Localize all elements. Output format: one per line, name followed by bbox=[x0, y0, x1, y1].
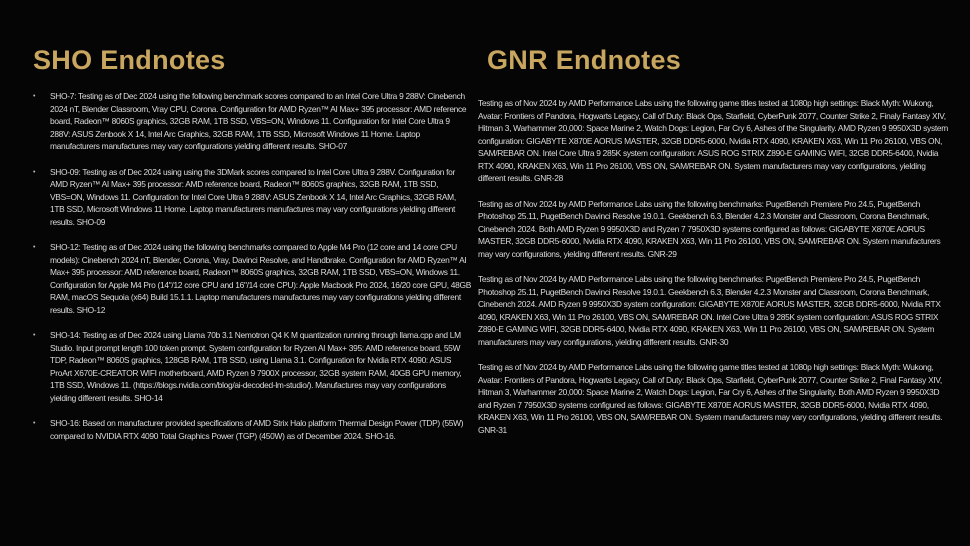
endnote-text: SHO-09: Testing as of Dec 2024 using using the 3DMark scores compared to Intel Core Ultra 9 288V. Configuration for AMD Ryzen™ AI Max+ 395 processor: AMD reference board, Radeon™ 8060S graphics, 32GB RAM, 1TB SSD, VBS=ON, Windows 11. Configuration for Intel Core Ultra 9 288V: ASUS Zenbook X 14, Intel Arc Graphics, 32GB RAM, 1TB SSD, Microsoft Windows 11 Home. Laptop manufacturers manufactures may vary configurations yielding different results. SHO-09 bbox=[50, 166, 456, 227]
endnote-text: SHO-16: Based on manufacturer provided specifications of AMD Strix Halo platform Thermal Design Power (TDP) (55W) compared to NVIDIA RTX 4090 Total Graphics Power (TGP) (450W) as of December 2024. SHO-16. bbox=[50, 418, 464, 441]
endnote-gnr-30: Testing as of Nov 2024 by AMD Performance Labs using the following benchmarks: PugetBench Premiere Pro 24.5, PugetBench Photoshop 25.11, PugetBench Davinci Resolve 19.0.1. Geekbench 6.3, Blender 4.2.3 Monster and Classroom, Corona Benchmark, Cinebench 2024. AMD Ryzen 9 9950X3D system configuration: GIGABYTE X870E AORUS MASTER, 32GB DDR5-6000, Nvidia RTX 4090, KRAKEN X63, Win 11 Pro 26100, VBS ON, SAM/REBAR ON. Intel Core Ultra 9 285K system configuration: ASUS ROG STRIX Z890-E GAMING WIFI, 32GB DDR5-6400, Nvidia RTX 4090, KRAKEN X63, Win 11 Pro 26100, VBS ON, SAM/REBAR ON. System manufacturers may vary configurations, yielding different results. GNR-30 bbox=[478, 274, 941, 347]
bullet-icon: • bbox=[33, 93, 36, 100]
endnote-sho-16 bbox=[33, 417, 471, 442]
bullet-icon: • bbox=[33, 168, 36, 176]
endnote-gnr-28: Testing as of Nov 2024 by AMD Performance Labs using the following game titles tested at 1080p high settings: Black Myth: Wukong, Avatar: Frontiers of Pandora, Hogwarts Legacy, Call of Duty: Black Ops, Starfield, CyberPunk 2077, Counter Strike 2, Finaly Fantasy XIV, Hitman 3, Warhammer 20,000: Space Marine 2, Watch Dogs: Legion, Far Cry 6, Ashes of the Singularity. AMD Ryzen 9 9950X3D system configuration: GIGABYTE X870E AORUS MASTER, 32GB DDR5-6000, Nvidia RTX 4090, KRAKEN X63, Win 11 Pro 26100, VBS ON, SAM/REBAR ON. Intel Core Ultra 9 285K system configuration: ASUS ROG STRIX Z890-E GAMING WIFI, 32GB DDR5-6400, Nvidia RTX 4090, KRAKEN X63, Win 11 Pro 26100, VBS ON, SAM/REBAR ON. System manufacturers may vary configurations, yielding different results. GNR-28 bbox=[478, 98, 948, 183]
bullet-icon: • bbox=[33, 420, 36, 427]
endnote-sho-14 bbox=[33, 329, 471, 404]
endnote-sho-12 bbox=[33, 241, 471, 316]
gnr-endnotes-title: GNR Endnotes bbox=[487, 45, 682, 75]
gnr-endnote-list bbox=[478, 97, 954, 436]
gnr-endnotes-column bbox=[478, 45, 954, 449]
endnote-gnr-29: Testing as of Nov 2024 by AMD Performance Labs using the following benchmarks: PugetBench Premiere Pro 24.5, PugetBench Photoshop 25.11, PugetBench Davinci Resolve 19.0.1. Geekbench 6.3, Blender 4.2.3 Monster and Classroom, Corona Benchmark, Cinebench 2024. Both AMD Ryzen 9 9950X3D and Ryzen 7 7950X3D systems configured as follows: GIGABYTE X870E AORUS MASTER, 32GB DDR5-6000, Nvidia RTX 4090, KRAKEN X63, Win 11 Pro 26100, VBS ON, SAM/REBAR ON. System manufacturers may vary configurations, yielding different results. GNR-29 bbox=[478, 198, 941, 259]
sho-endnote-list bbox=[33, 90, 471, 442]
bullet-icon: • bbox=[33, 332, 36, 339]
bullet-icon: • bbox=[33, 244, 36, 251]
endnote-text: SHO-14: Testing as of Dec 2024 using Llama 70b 3.1 Nemotron Q4 K M quantization running through llama.cpp and LM Studio. Input prompt length 100 token prompt. System configuration for Ryzen AI Max+ 395: AMD reference board, 55W TDP, Radeon™ 8060S graphics, 128GB RAM, 1TB SSD, using Llama 3.1. Configuration for Nvidia RTX 4090: ASUS ProArt X670E-CREATOR WIFI motherboard, AMD Ryzen 9 7900X processor, 32GB system RAM, 40GB GPU memory, 1TB SSD, Windows 11. (https://blogs.nvidia.com/blog/ai-decoded-lm-studio/). Manufactures may vary configurations yielding different results. SHO-14 bbox=[50, 330, 462, 403]
sho-endnotes-column bbox=[33, 45, 471, 455]
endnote-gnr-31: Testing as of Nov 2024 by AMD Performance Labs using the following game titles tested at 1080p high settings: Black Myth: Wukong, Avatar: Frontiers of Pandora, Hogwarts Legacy, Call of Duty: Black Ops, Starfield, CyberPunk 2077, Counter Strike 2, Final Fantasy XIV, Hitman 3, Warhammer 20,000: Space Marine 2, Watch Dogs: Legion, Far Cry 6, Ashes of the Singularity. Both AMD Ryzen 9 9950X3D and Ryzen 7 7950X3D systems configured as follows: GIGABYTE X870E AORUS MASTER, 32GB DDR5-6000, Nvidia RTX 4090, KRAKEN X63, Win 11 Pro 26100, VBS ON, SAM/REBAR ON. System manufacturers may vary configurations, yielding different results. GNR-31 bbox=[478, 362, 943, 435]
endnote-sho-7 bbox=[33, 90, 471, 153]
sho-endnotes-title: SHO Endnotes bbox=[33, 45, 226, 75]
endnote-text: SHO-12: Testing as of Dec 2024 using the following benchmarks compared to Apple M4 Pro (12 core and 14 core CPU models): Cinebench 2024 nT, Blender, Corona, Vray, Davinci Resolve, and Handbrake. Configuration for AMD Ryzen™ AI Max+ 395 processor: AMD reference board, Radeon™ 8060S graphics, 32GB RAM, 1TB SSD, VBS=ON, Windows 11. Configuration for Apple M4 Pro (14"/12 core CPU and 16"/14 core CPU): Apple Macbook Pro 2024, 16/20 core GPU, 48GB RAM, macOS Sequoia (x64) Build 15.1.1. Laptop manufacturers manufactures may vary configurations yielding different results. SHO-12 bbox=[50, 242, 471, 315]
endnote-sho-09 bbox=[33, 166, 471, 229]
endnote-text: SHO-7: Testing as of Dec 2024 using the following benchmark scores compared to an Intel Core Ultra 9 288V: Cinebench 2024 nT, Blender Classroom, Vray CPU, Corona. Configuration for AMD Ryzen™ AI Max+ 395 processor: AMD reference board, Radeon™ 8060S graphics, 32GB RAM, 1TB SSD, VBS=ON, Windows 11. Configuration for Intel Core Ultra 9 288V: ASUS Zenbook X 14, Intel Arc Graphics, 32GB RAM, 1TB SSD, Microsoft Windows 11 Home. Laptop manufacturers manufactures may vary configurations yielding different results. SHO-07 bbox=[50, 91, 467, 151]
